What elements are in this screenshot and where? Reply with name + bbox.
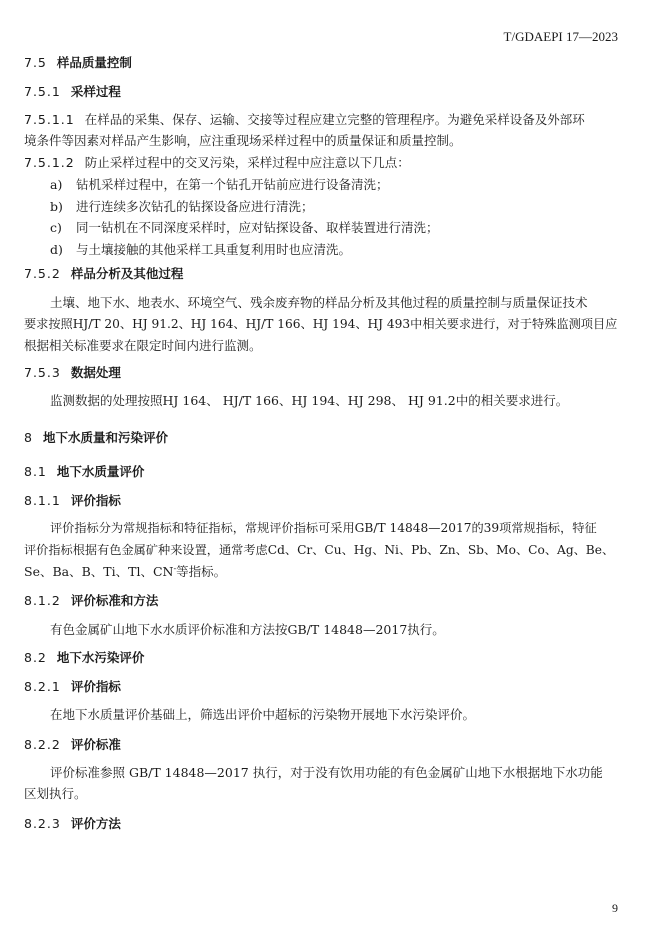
section-title: 样品质量控制 [56,55,132,70]
list-item [50,240,351,258]
list-item-text: 进行连续多次钻孔的钻探设备应进行清洗； [76,199,314,214]
section-title: 地下水质量评价 [56,464,145,479]
document-code-header: T/GDAEPI 17—2023 [503,29,618,44]
paragraph-8-1-1-line2: 评价指标根据有色金属矿种来设置，通常考虑Cd、Cr、Cu、Hg、Ni、Pb、Zn、Sb、Mo、Co、Ag、Be、 [24,543,615,557]
list-marker: a) [50,177,63,192]
section-number: 7.5.3 [24,365,61,380]
paragraph-8-2-2-line1: 评价标准参照 GB/T 14848—2017 执行，对于没有饮用功能的有色金属矿山地下水根据地下水功能 [50,765,603,780]
heading-8-1-2 [24,591,158,609]
list-item [50,218,439,236]
list-marker: d) [50,242,63,257]
clause-7-5-1-2 [24,153,410,171]
section-number: 8 [24,430,33,445]
paragraph-8-2-2-line2: 区划执行。 [24,786,87,801]
section-number: 7.5.1 [24,84,61,99]
clause-7-5-1-1-line1 [24,110,585,128]
heading-7-5-1 [24,82,121,100]
paragraph-7-5-2-line1: 土壤、地下水、地表水、环境空气、残余废弃物的样品分析及其他过程的质量控制与质量保证技术 [50,295,588,310]
paragraph-8-1-1-line3 [24,562,226,580]
element-list: Se、Ba、B、Ti、Tl、CN [24,564,174,579]
heading-8 [24,428,168,446]
superscript: - [173,563,177,573]
heading-7-5-2 [24,264,183,282]
list-marker: b) [50,199,63,214]
section-title: 地下水污染评价 [56,650,145,665]
section-title: 地下水质量和污染评价 [42,430,168,445]
section-number: 8.1 [24,464,47,479]
list-item-text: 钻机采样过程中，在第一个钻孔开钻前应进行设备清洗； [76,177,389,192]
heading-8-1-1 [24,491,121,509]
heading-8-2-1 [24,677,121,695]
clause-number: 7.5.1.1 [24,112,75,127]
section-title: 数据处理 [70,365,121,380]
clause-number: 7.5.1.2 [24,155,75,170]
section-title: 评价指标 [70,493,121,508]
section-title: 评价标准和方法 [70,593,159,608]
page-number: 9 [612,901,618,915]
section-number: 8.1.2 [24,593,61,608]
heading-7-5 [24,53,132,71]
section-number: 7.5 [24,55,47,70]
paragraph-7-5-3: 监测数据的处理按照HJ 164、 HJ/T 166、HJ 194、HJ 298、 HJ 91.2中的相关要求进行。 [50,393,569,408]
section-number: 8.2.1 [24,679,61,694]
clause-text: 防止采样过程中的交叉污染，采样过程中应注意以下几点： [84,155,410,170]
list-item [50,175,389,193]
paragraph-8-1-2: 有色金属矿山地下水水质评价标准和方法按GB/T 14848—2017执行。 [50,622,445,637]
heading-7-5-3 [24,363,121,381]
text-tail: 等指标。 [176,564,227,579]
section-title: 评价指标 [70,679,121,694]
section-number: 7.5.2 [24,266,61,281]
section-title: 评价方法 [70,816,121,831]
heading-8-2-3 [24,814,121,832]
list-item-text: 与土壤接触的其他采样工具重复利用时也应清洗。 [76,242,352,257]
paragraph-8-2-1: 在地下水质量评价基础上，筛选出评价中超标的污染物开展地下水污染评价。 [50,707,476,722]
clause-text: 在样品的采集、保存、运输、交接等过程应建立完整的管理程序。为避免采样设备及外部环 [84,112,585,127]
section-number: 8.2.2 [24,737,61,752]
heading-8-2-2 [24,735,121,753]
paragraph-7-5-2-line2: 要求按照HJ/T 20、HJ 91.2、HJ 164、HJ/T 166、HJ 194、HJ 493中相关要求进行，对于特殊监测项目应 [24,317,618,331]
section-title: 评价标准 [70,737,121,752]
section-number: 8.2.3 [24,816,61,831]
list-item-text: 同一钻机在不同深度采样时，应对钻探设备、取样装置进行清洗； [76,220,439,235]
paragraph-8-1-1-line1: 评价指标分为常规指标和特征指标，常规评价指标可采用GB/T 14848—2017的39项常规指标，特征 [50,521,597,535]
list-marker: c) [50,220,62,235]
section-title: 样品分析及其他过程 [70,266,184,281]
heading-8-1 [24,462,144,480]
paragraph-7-5-2-line3: 根据相关标准要求在限定时间内进行监测。 [24,338,262,353]
section-number: 8.2 [24,650,47,665]
clause-7-5-1-1-line2: 境条件等因素对样品产生影响，应注重现场采样过程中的质量保证和质量控制。 [24,133,462,148]
list-item [50,197,314,215]
section-number: 8.1.1 [24,493,61,508]
heading-8-2 [24,648,144,666]
section-title: 采样过程 [70,84,121,99]
